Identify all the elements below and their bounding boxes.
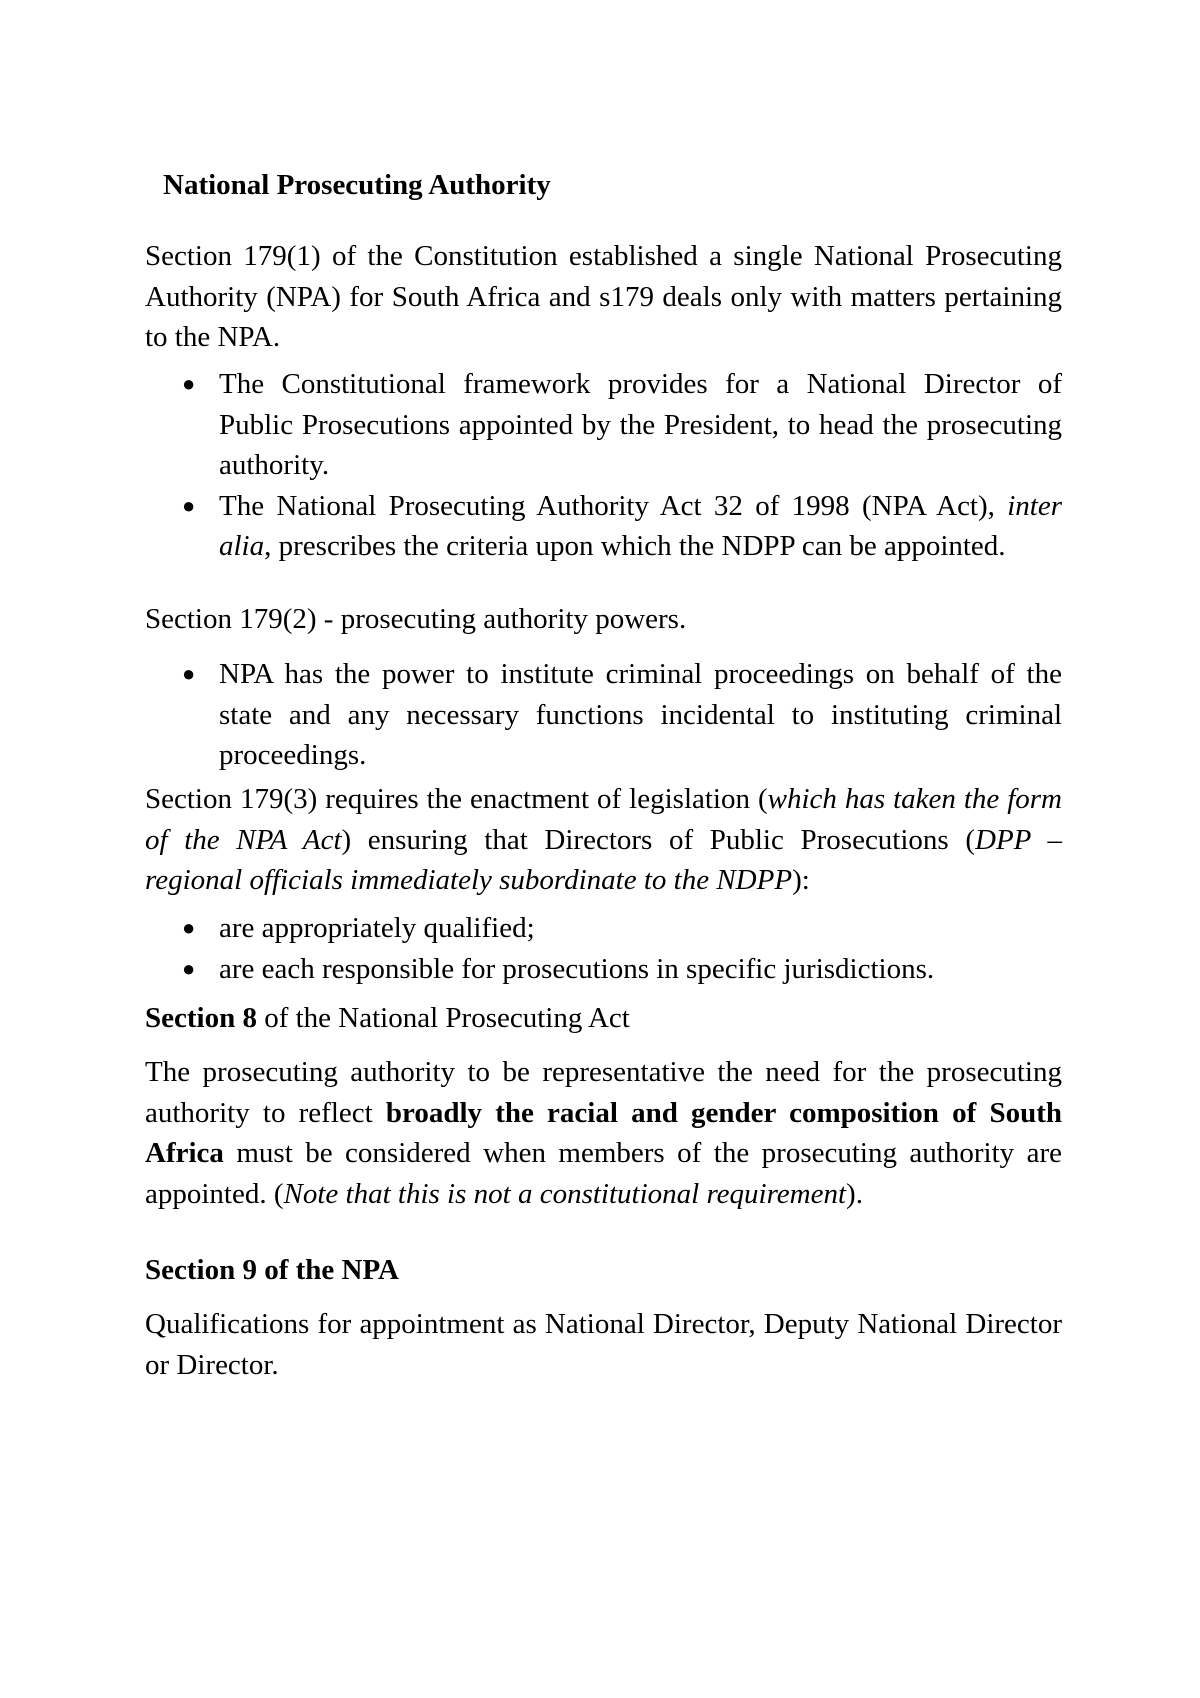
section-9-heading: Section 9 of the NPA bbox=[145, 1254, 399, 1286]
section-9-paragraph: Qualifications for appointment as National Director, Deputy National Director or Director. bbox=[145, 1308, 1062, 1381]
paragraph-text: ) ensuring that Directors of Public Prosecutions ( bbox=[341, 823, 975, 856]
section-179-2-block bbox=[145, 599, 1062, 640]
section-9-block bbox=[145, 1304, 1062, 1385]
list-item-italic-text: inter alia bbox=[219, 489, 1062, 562]
section-8-heading-bold: Section 8 bbox=[145, 1002, 257, 1034]
constitutional-framework-list-block bbox=[145, 364, 1062, 567]
npa-powers-list-block bbox=[145, 654, 1062, 776]
bullet-icon: ● bbox=[182, 915, 196, 940]
list-item bbox=[145, 949, 1062, 990]
list-item-text-rest: , prescribes the criteria upon which the NDPP can be appointed. bbox=[264, 530, 1006, 562]
list-item bbox=[145, 486, 1062, 567]
section-8-heading bbox=[145, 998, 1062, 1039]
constitutional-framework-list bbox=[145, 364, 1062, 567]
section-179-3-block bbox=[145, 779, 1062, 901]
paragraph-text: Section 179(3) requires the enactment of legislation ( bbox=[145, 783, 768, 815]
paragraph-italic-text: which has taken the form of the NPA Act bbox=[145, 783, 1062, 856]
section-179-1-paragraph: Section 179(1) of the Constitution established a single National Prosecuting Authority (NPA) for South Africa and s179 deals only with matters pertaining to the NPA. bbox=[145, 240, 1062, 353]
bullet-icon: ● bbox=[182, 955, 196, 981]
paragraph-text: ): bbox=[792, 864, 810, 896]
section-8-paragraph bbox=[145, 1052, 1062, 1214]
list-item-text: are each responsible for prosecutions in specific jurisdictions. bbox=[219, 952, 935, 985]
section-8-heading-text: of the National Prosecuting Act bbox=[256, 1002, 630, 1034]
bullet-icon: ● bbox=[182, 492, 196, 518]
list-item-text: NPA has the power to institute criminal proceedings on behalf of the state and any necessary functions incidental to instituting criminal proceedings. bbox=[219, 658, 1062, 771]
npa-powers-list bbox=[145, 654, 1062, 776]
document-title: National Prosecuting Authority bbox=[163, 169, 551, 201]
paragraph-text: must be considered when members of the prosecuting authority are appointed. ( bbox=[145, 1137, 1062, 1210]
list-item-text: The Constitutional framework provides for a National Director of Public Prosecutions appointed by the President, to head the prosecuting authority. bbox=[219, 368, 1062, 481]
section-9-heading-block bbox=[145, 1250, 1062, 1291]
bullet-icon: ● bbox=[182, 371, 196, 396]
section-8-heading-block bbox=[145, 998, 1062, 1039]
section-8-block bbox=[145, 1052, 1062, 1214]
section-179-3-paragraph bbox=[145, 779, 1062, 901]
paragraph-bold-text: broadly the racial and gender composition of South Africa bbox=[145, 1096, 1062, 1169]
dpp-requirements-list-block bbox=[145, 908, 1062, 989]
dpp-requirements-list bbox=[145, 908, 1062, 989]
list-item-text: The National Prosecuting Authority Act 32 of 1998 (NPA Act), bbox=[219, 489, 1008, 522]
paragraph-italic-text: Note that this is not a constitutional requirement bbox=[283, 1177, 847, 1210]
section-179-1-block bbox=[145, 236, 1062, 358]
paragraph-italic-text: DPP – regional officials immediately subordinate to the NDPP bbox=[145, 823, 1062, 896]
paragraph-text: The prosecuting authority to be representative the need for the prosecuting authority to reflect bbox=[145, 1056, 1062, 1129]
paragraph-text: ). bbox=[846, 1177, 863, 1210]
list-item bbox=[145, 364, 1062, 486]
bullet-icon: ● bbox=[182, 661, 196, 686]
list-item-text: are appropriately qualified; bbox=[219, 912, 535, 944]
section-179-2-paragraph: Section 179(2) - prosecuting authority powers. bbox=[145, 603, 687, 635]
list-item bbox=[145, 908, 1062, 949]
list-item bbox=[145, 654, 1062, 776]
